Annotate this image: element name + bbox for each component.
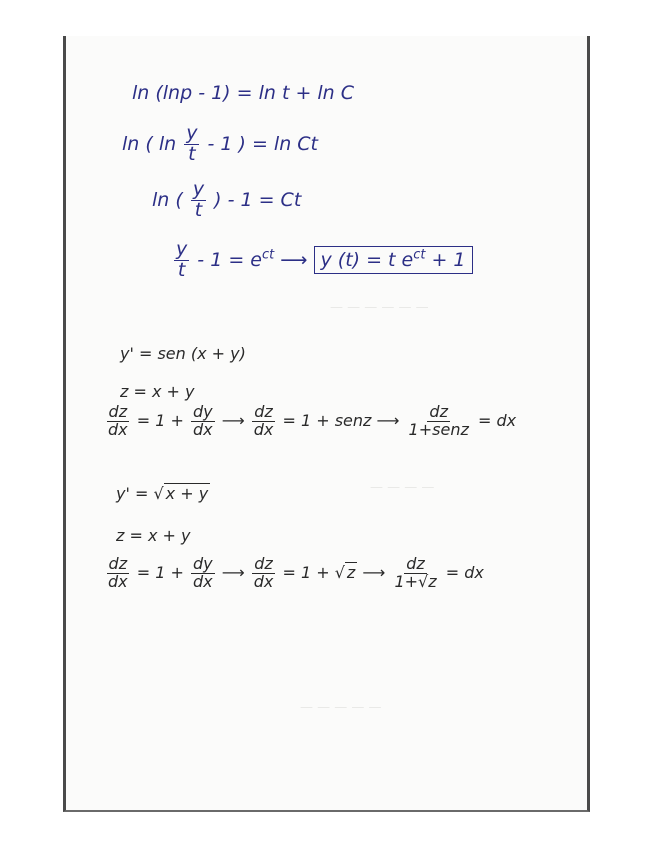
fraction [392, 556, 438, 591]
implies-arrow: ⟶ [221, 562, 245, 582]
equation-text: = dx [445, 562, 484, 582]
fraction-denominator: t [188, 142, 196, 165]
equation-line [172, 240, 473, 281]
equation-text: y' = sen (x + y) [120, 344, 246, 363]
fraction-numerator: dz [254, 402, 273, 421]
implies-arrow: ⟶ [362, 562, 386, 582]
equation-text: + 1 [431, 248, 466, 271]
equation-text: - 1 = e [197, 248, 262, 271]
fraction-numerator: y [186, 122, 198, 144]
equation-text: = 1 + [282, 562, 330, 582]
boxed-solution [314, 246, 473, 274]
fraction-numerator: dz [254, 554, 273, 573]
show-through-marks: — — — — — [300, 700, 382, 715]
fraction-numerator: dy [192, 402, 213, 421]
equation-text: ln ( ln [122, 132, 177, 155]
implies-arrow: ⟶ [221, 410, 245, 430]
fraction-numerator: y [192, 178, 205, 200]
fraction-denominator: t [194, 198, 203, 221]
equation-line [132, 82, 354, 104]
exponent: ct [261, 247, 275, 263]
equation-line: $\frac{dz}{dx}$ = 1 + $\frac{dy}{dx}$ ⟶ $\frac{dz}{dx}$ = 1 + √ z ⟶ $\frac{dz}{1+√z}$ = dx [108, 554, 484, 591]
fraction [252, 404, 276, 439]
fraction-numerator: dz [429, 402, 448, 421]
radicand: z [346, 562, 356, 582]
fraction-numerator: dz [406, 554, 425, 573]
implies-arrow: ⟶ [280, 248, 308, 271]
equation-text: = 1 + senz ⟶ [282, 410, 400, 430]
fraction-denominator: 1+senz [408, 419, 469, 439]
fraction [174, 240, 189, 281]
equation-text: y' = [116, 484, 149, 503]
equation-text: = dx [477, 410, 517, 430]
fraction [191, 180, 206, 221]
fraction [191, 404, 215, 439]
show-through-marks: — — — — [370, 480, 435, 495]
fraction-denominator: t [177, 258, 186, 281]
exponent: ct [413, 247, 426, 263]
equation-line: y' = √ x + y [116, 484, 209, 503]
equation-line [104, 404, 516, 439]
equation-text: ln (lnp - 1) = ln t + ln C [132, 82, 355, 104]
equation-text: - 1 ) = ln Ct [207, 132, 318, 155]
equation-text: z = x + y [116, 526, 191, 545]
fraction-denominator: dx [192, 571, 213, 591]
equation-line [120, 344, 246, 363]
fraction [407, 404, 471, 439]
fraction [252, 556, 276, 591]
fraction [106, 556, 130, 591]
fraction [191, 556, 215, 591]
equation-text: ) - 1 = Ct [214, 188, 302, 211]
equation-line [120, 382, 195, 401]
radicand: x + y [165, 484, 209, 503]
show-through-marks: — — — — — — [330, 300, 429, 315]
fraction-numerator: y [176, 238, 188, 260]
fraction [106, 404, 130, 439]
equation-line [122, 124, 318, 165]
equation-line [116, 526, 191, 545]
fraction-denominator: dx [108, 419, 128, 439]
equation-text: = 1 + [136, 410, 184, 430]
fraction-denominator: dx [192, 419, 213, 439]
fraction-numerator: dz [108, 402, 128, 421]
fraction-denominator: dx [108, 571, 128, 591]
equation-text: y (t) = t e [320, 248, 414, 271]
equation-line [152, 180, 301, 221]
fraction-denominator: dx [253, 571, 274, 591]
equation-text: = 1 + [136, 562, 184, 582]
equation-text: z = x + y [120, 382, 195, 401]
equation-text: ln ( [152, 188, 183, 211]
fraction-numerator: dy [192, 554, 213, 573]
fraction-denominator: dx [253, 419, 274, 439]
fraction-numerator: dz [108, 554, 128, 573]
fraction-denominator: 1+√z [394, 571, 437, 591]
fraction [184, 124, 199, 165]
